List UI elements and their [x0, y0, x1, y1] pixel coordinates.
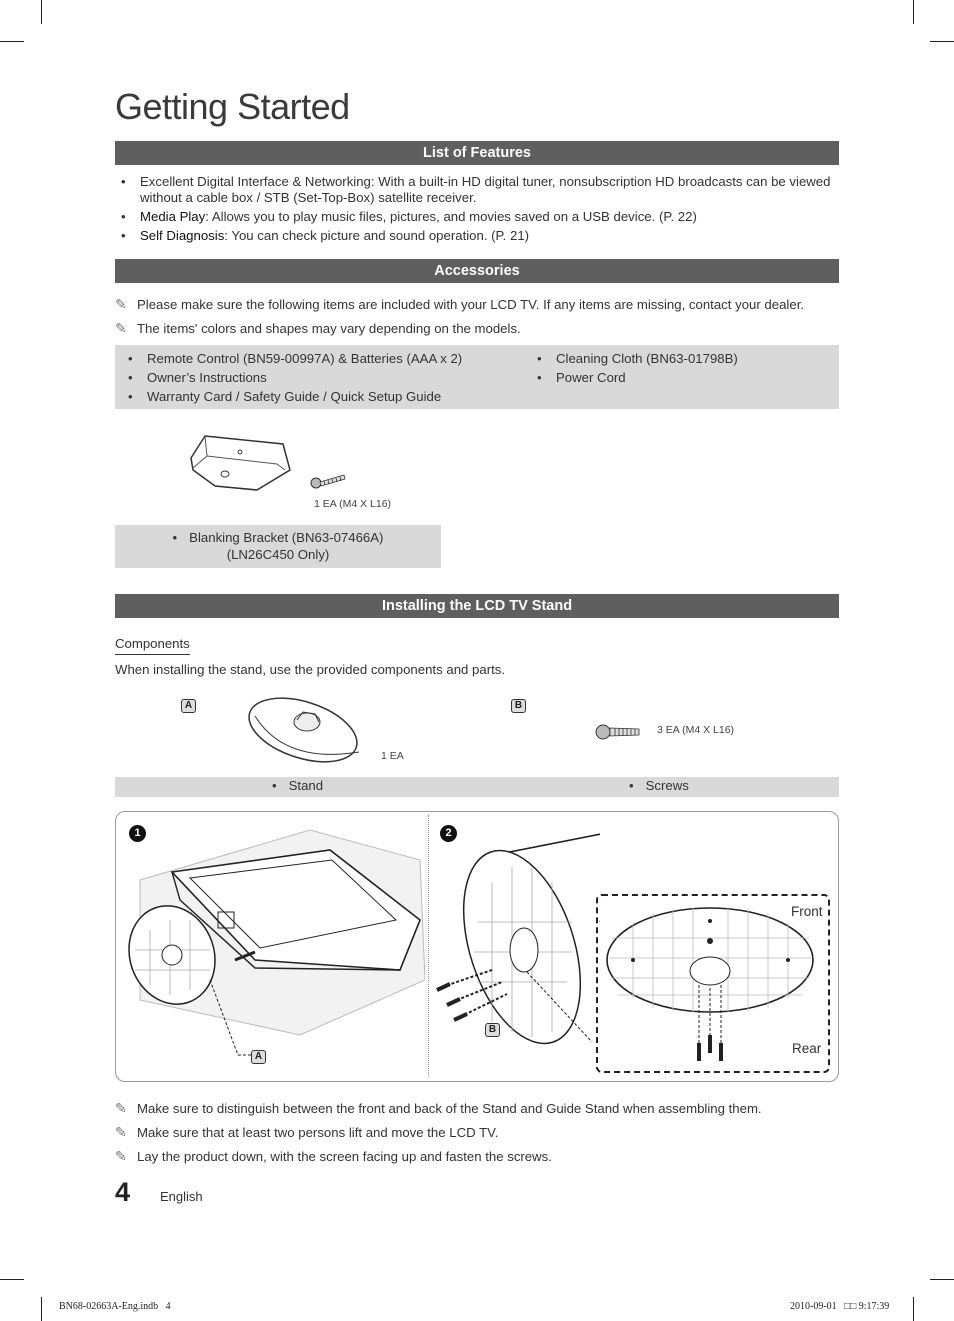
step-1-part-a-letter: A: [251, 1050, 266, 1064]
accessories-note: [115, 320, 521, 337]
stand-illustration: [245, 694, 365, 766]
accessory-item: • Cleaning Cloth (BN63-01798B): [537, 349, 738, 368]
install-note: [115, 1148, 552, 1165]
part-a-letter: A: [181, 699, 196, 713]
screws-icon: [595, 720, 643, 744]
part-b-caption: • Screws: [629, 778, 689, 793]
features-list: [115, 174, 839, 247]
crop-mark: [0, 41, 24, 42]
bracket-line: (LN26C450 Only): [226, 547, 330, 562]
crop-mark: [913, 0, 914, 24]
feature-text: : Allows you to play music files, pictures, and movies saved on a USB device. (P. 22): [205, 209, 697, 224]
stand-detail-illustration: [603, 903, 821, 1063]
part-b-letter: B: [511, 699, 526, 713]
components-caption-bar: [115, 777, 839, 797]
footer-file: BN68-02663A-Eng.indb 4: [59, 1301, 171, 1312]
steps-divider: [428, 815, 429, 1077]
accessories-left-list: [128, 349, 462, 406]
part-a-caption: • Stand: [272, 778, 324, 793]
components-label: Components: [115, 636, 190, 655]
feature-item: [115, 209, 839, 225]
step-2-number: 2: [440, 825, 457, 842]
features-heading: List of Features: [115, 141, 839, 165]
blanking-bracket-illustration: [185, 430, 300, 496]
crop-mark: [913, 1297, 914, 1321]
accessory-item: • Power Cord: [537, 368, 738, 387]
screw-icon: [310, 470, 350, 490]
feature-text: Excellent Digital Interface & Networking: With a built-in HD digital tuner, nonsubscription HD broadcasts can be viewed without a cable box / STB (Set-Top-Box) satellite receiver.: [140, 174, 831, 205]
crop-mark: [41, 0, 42, 24]
pencil-note-icon: ✎: [115, 296, 127, 312]
step-1-illustration: [120, 820, 425, 1075]
feature-text: : You can check picture and sound operation. (P. 21): [224, 228, 530, 243]
note-text: Lay the product down, with the screen facing up and fasten the screws.: [137, 1149, 552, 1164]
install-note: [115, 1124, 498, 1141]
note-text: Make sure to distinguish between the front and back of the Stand and Guide Stand when assembling them.: [137, 1101, 762, 1116]
accessory-item: • Warranty Card / Safety Guide / Quick Setup Guide: [128, 387, 462, 406]
crop-mark: [930, 1279, 954, 1280]
accessory-item: • Owner’s Instructions: [128, 368, 462, 387]
page-title: Getting Started: [115, 86, 350, 127]
accessories-heading: Accessories: [115, 259, 839, 283]
crop-mark: [930, 41, 954, 42]
step-2-part-b-letter: B: [485, 1023, 500, 1037]
page-number: 4: [115, 1177, 131, 1207]
bracket-line: • Blanking Bracket (BN63-07466A): [172, 530, 384, 545]
pencil-note-icon: ✎: [115, 1148, 127, 1164]
part-a-quantity: 1 EA: [381, 750, 404, 762]
screw-quantity: 1 EA (M4 X L16): [314, 498, 392, 510]
pencil-note-icon: ✎: [115, 320, 127, 336]
install-intro: When installing the stand, use the provided components and parts.: [115, 662, 506, 677]
footer-date: 2010-09-01 □□ 9:17:39: [790, 1301, 890, 1312]
step-2-illustration: [432, 822, 600, 1072]
front-label: Front: [791, 904, 823, 919]
step-1-number: 1: [129, 825, 146, 842]
feature-item: [115, 174, 839, 206]
part-b-quantity: 3 EA (M4 X L16): [657, 724, 735, 736]
accessory-item: • Remote Control (BN59-00997A) & Batteries (AAA x 2): [128, 349, 462, 368]
feature-lead: Media Play: [140, 209, 206, 224]
feature-item: [115, 228, 839, 244]
note-text: The items' colors and shapes may vary depending on the models.: [137, 321, 521, 336]
pencil-note-icon: ✎: [115, 1100, 127, 1116]
accessories-right-list: [537, 349, 738, 387]
feature-lead: Self Diagnosis: [140, 228, 225, 243]
rear-label: Rear: [792, 1041, 822, 1056]
page-language: English: [160, 1189, 203, 1204]
install-heading: Installing the LCD TV Stand: [115, 594, 839, 618]
note-text: Please make sure the following items are included with your LCD TV. If any items are missing, contact your dealer.: [137, 297, 805, 312]
note-text: Make sure that at least two persons lift and move the LCD TV.: [137, 1125, 499, 1140]
pencil-note-icon: ✎: [115, 1124, 127, 1140]
accessories-note: [115, 296, 804, 313]
install-note: [115, 1100, 762, 1117]
crop-mark: [0, 1279, 24, 1280]
crop-mark: [41, 1297, 42, 1321]
bracket-caption: [115, 529, 441, 563]
